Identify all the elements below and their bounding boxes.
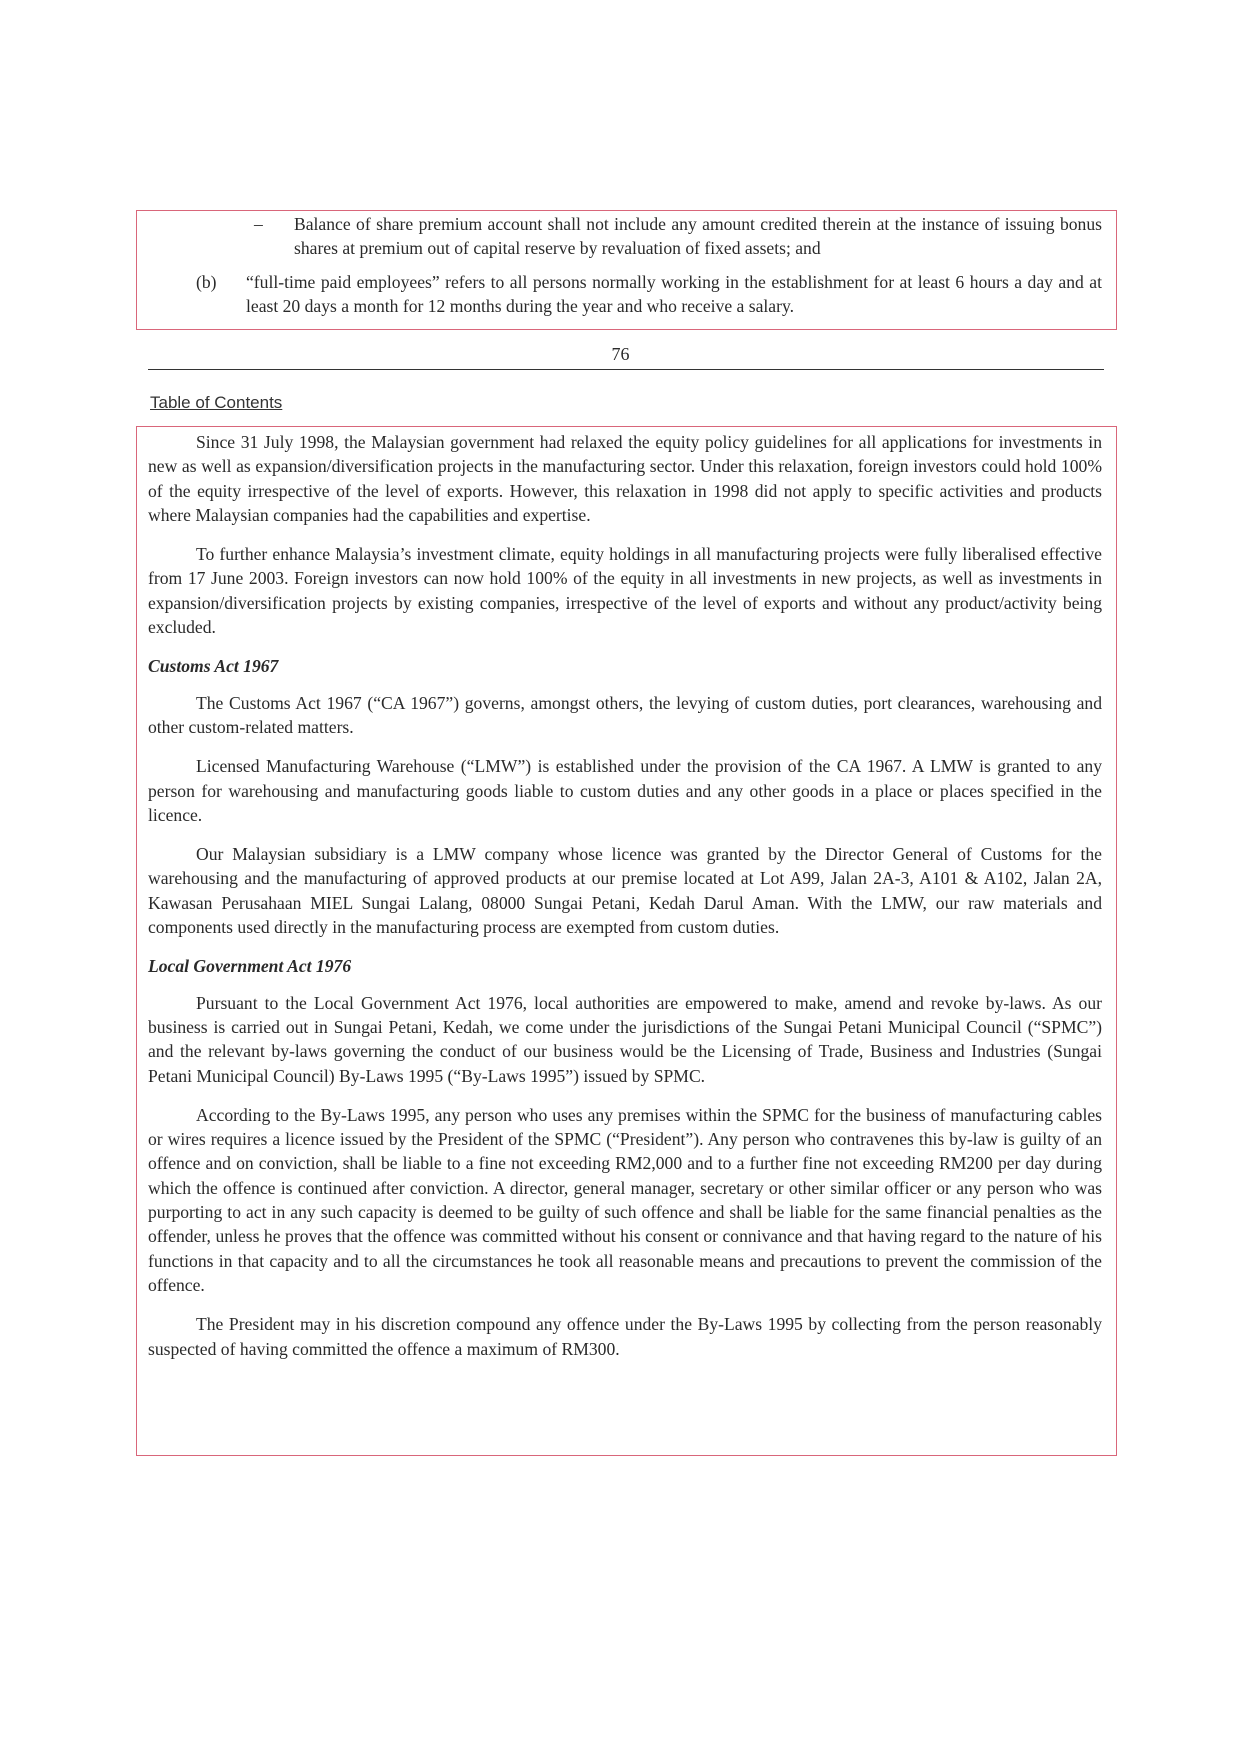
table-of-contents-link[interactable]: Table of Contents: [150, 393, 283, 412]
paragraph-customs-intro: The Customs Act 1967 (“CA 1967”) governs, amongst others, the levying of custom duties, port clearances, warehousing and other custom-related matters.: [148, 692, 1102, 737]
paragraph-equity-1998: Since 31 July 1998, the Malaysian government had relaxed the equity policy guidelines for all applications for investments in new as well as expansion/diversification projects in the manufacturing sector. Under this relaxation, foreign investors could hold 100% of the equity irrespective of the level of exports. However, this relaxation in 1998 did not apply to specific activities and products where Malaysian companies had the capabilities and expertise.: [148, 432, 1102, 525]
item-b-label: (b): [196, 272, 217, 292]
page-number: 76: [611, 344, 630, 364]
paragraph-compound-offence: The President may in his discretion compound any offence under the By-Laws 1995 by collecting from the person reasonably suspected of having committed the offence a maximum of RM300.: [148, 1314, 1102, 1359]
dash-item-text: Balance of share premium account shall not include any amount credited therein at the instance of issuing bonus shares at premium out of capital reserve by revaluation of fixed assets; and: [294, 214, 1102, 258]
item-b-text: “full-time paid employees” refers to all persons normally working in the establishment for at least 6 hours a day and at least 20 days a month for 12 months during the year and who receive a salary.: [246, 272, 1102, 316]
paragraph-lmw: Licensed Manufacturing Warehouse (“LMW”) is established under the provision of the CA 1967. A LMW is granted to any person for warehousing and manufacturing goods liable to custom duties and any other goods in a place or places specified in the licence.: [148, 756, 1102, 825]
paragraph-lmw-subsidiary: Our Malaysian subsidiary is a LMW company whose licence was granted by the Director General of Customs for the warehousing and the manufacturing of approved products at our premise located at Lot A99, Jalan 2A-3, A101 & A102, Jalan 2A, Kawasan Perusahaan MIEL Sungai Lalang, 08000 Sungai Petani, Kedah Darul Aman. With the LMW, our raw materials and components used directly in the manufacturing process are exempted from custom duties.: [148, 844, 1102, 938]
main-content: [148, 430, 1102, 1376]
dash-item: [146, 212, 1102, 260]
paragraph-local-gov-intro: Pursuant to the Local Government Act 1976, local authorities are empowered to make, amend and revoke by-laws. As our business is carried out in Sungai Petani, Kedah, we come under the jurisdictions of the Sungai Petani Municipal Council (“SPMC”) and the relevant by-laws governing the conduct of our business would be the Licensing of Trade, Business and Industries (Sungai Petani Municipal Council) By-Laws 1995 (“By-Laws 1995”) issued by SPMC.: [148, 992, 1102, 1086]
paragraph-by-laws-licence: According to the By-Laws 1995, any person who uses any premises within the SPMC for the business of manufacturing cables or wires requires a licence issued by the President of the SPMC (“President”). Any person who contravenes this by-law is guilty of an offence and on conviction, shall be liable to a fine not exceeding RM2,000 and to a further fine not exceeding RM200 per day during which the offence is continued after conviction. A director, general manager, secretary or other similar officer or any person who was purporting to act in any such capacity is deemed to be guilty of such offence and shall be liable for the same financial penalties as the offender, unless he proves that the offence was committed without his consent or connivance and that having regard to the nature of his functions in that capacity and to all the circumstances he took all reasonable means and precautions to prevent the commission of the offence.: [148, 1104, 1102, 1295]
dash-bullet: –: [254, 214, 263, 234]
page-divider: [148, 369, 1104, 370]
item-b: [146, 270, 1102, 318]
heading-local-government-act: Local Government Act 1976: [148, 956, 352, 977]
heading-customs-act: Customs Act 1967: [148, 656, 279, 677]
paragraph-equity-2003: To further enhance Malaysia’s investment climate, equity holdings in all manufacturing projects were fully liberalised effective from 17 June 2003. Foreign investors can now hold 100% of the equity in all investments in new projects, as well as investments in expansion/diversification projects by existing companies, irrespective of the level of exports and without any product/activity being excluded.: [148, 544, 1102, 638]
top-section: [146, 212, 1102, 318]
